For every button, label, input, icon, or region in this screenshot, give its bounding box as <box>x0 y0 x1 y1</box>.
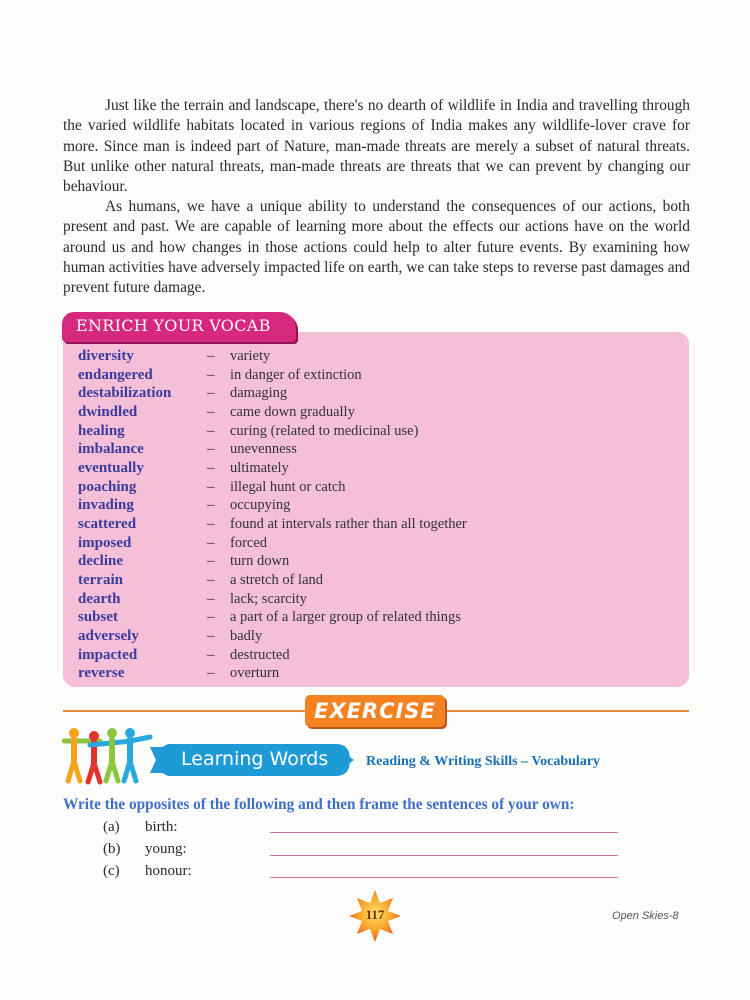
question-word: birth: <box>145 819 178 835</box>
book-title: Open Skies-8 <box>612 910 679 922</box>
vocab-dash: – <box>207 385 215 401</box>
question-label: (b) <box>103 841 121 857</box>
learning-words-label: Learning Words <box>181 748 329 770</box>
vocab-meaning: lack; scarcity <box>230 591 307 607</box>
vocab-dash: – <box>207 572 215 588</box>
vocab-word: decline <box>78 553 123 569</box>
vocab-meaning: occupying <box>230 497 291 513</box>
vocab-meaning: came down gradually <box>230 404 355 420</box>
vocab-dash: – <box>207 497 215 513</box>
vocab-dash: – <box>207 367 215 383</box>
vocab-word: destabilization <box>78 385 172 401</box>
exercise-instruction: Write the opposites of the following and then frame the sentences of your own: <box>63 796 575 813</box>
skills-subtitle: Reading & Writing Skills – Vocabulary <box>366 754 601 769</box>
vocab-dash: – <box>207 441 215 457</box>
vocab-word: dwindled <box>78 404 138 420</box>
vocab-word: invading <box>78 497 134 513</box>
exercise-badge <box>305 695 445 727</box>
vocab-meaning: a stretch of land <box>230 572 324 588</box>
vocab-meaning: a part of a larger group of related things <box>230 609 461 625</box>
vocab-meaning: found at intervals rather than all together <box>230 516 467 532</box>
vocab-meaning: in danger of extinction <box>230 367 362 383</box>
vocab-word: imbalance <box>78 441 144 457</box>
question-label: (a) <box>103 819 120 835</box>
exercise-title: EXERCISE <box>314 699 436 723</box>
question-label: (c) <box>103 863 120 879</box>
vocab-dash: – <box>207 479 215 495</box>
vocab-meaning: illegal hunt or catch <box>230 479 346 495</box>
body-paragraph-1: Just like the terrain and landscape, there's no dearth of wildlife in India and travelling through the varied wildlife habitats located in various regions of India makes any wildlife-lover crave for more. Since man is indeed part of Nature, man-made threats are merely a subset of natural threats. But unlike other natural threats, man-made threats are threats that we can prevent by changing our behaviour. <box>63 97 690 196</box>
vocab-meaning: curing (related to medicinal use) <box>230 423 419 439</box>
vocab-word: reverse <box>78 665 125 681</box>
vocab-word: eventually <box>78 460 144 476</box>
vocab-word: dearth <box>78 591 121 607</box>
vocab-meaning: ultimately <box>230 460 289 476</box>
vocab-meaning: variety <box>230 348 271 364</box>
vocab-dash: – <box>207 553 215 569</box>
vocab-word: impacted <box>78 647 138 663</box>
answer-line[interactable] <box>270 877 618 878</box>
vocab-dash: – <box>207 516 215 532</box>
vocab-meaning: overturn <box>230 665 280 681</box>
question-word: honour: <box>145 863 192 879</box>
vocab-meaning: destructed <box>230 647 290 663</box>
vocab-dash: – <box>207 348 215 364</box>
vocab-dash: – <box>207 460 215 476</box>
vocab-dash: – <box>207 535 215 551</box>
body-paragraph-2: As humans, we have a unique ability to understand the consequences of our actions, both present and past. We are capable of learning more about the effects our actions have on the world around us and how changes in those actions could help to alter future events. By examining how human activities have adversely impacted life on earth, we can take steps to reverse past damages and prevent future damage. <box>63 198 690 297</box>
vocab-heading-tab <box>62 312 296 342</box>
vocab-dash: – <box>207 423 215 439</box>
vocab-word: endangered <box>78 367 153 383</box>
vocab-word: healing <box>78 423 125 439</box>
answer-line[interactable] <box>270 855 618 856</box>
children-figures-icon <box>62 727 154 785</box>
vocab-dash: – <box>207 591 215 607</box>
answer-line[interactable] <box>270 832 618 833</box>
vocab-dash: – <box>207 404 215 420</box>
question-word: young: <box>145 841 187 857</box>
vocab-dash: – <box>207 628 215 644</box>
vocab-word: poaching <box>78 479 137 495</box>
vocab-word: diversity <box>78 348 134 364</box>
vocab-word: terrain <box>78 572 123 588</box>
vocab-word: adversely <box>78 628 139 644</box>
vocab-dash: – <box>207 665 215 681</box>
page-number: 117 <box>365 907 385 922</box>
vocab-meaning: badly <box>230 628 263 644</box>
vocab-meaning: forced <box>230 535 268 551</box>
vocab-meaning: unevenness <box>230 441 297 457</box>
vocab-word: subset <box>78 609 119 625</box>
vocab-word: scattered <box>78 516 137 532</box>
vocab-meaning: turn down <box>230 553 290 569</box>
vocab-dash: – <box>207 609 215 625</box>
vocab-dash: – <box>207 647 215 663</box>
vocab-heading: ENRICH YOUR VOCAB <box>76 316 271 335</box>
vocab-word: imposed <box>78 535 132 551</box>
vocab-meaning: damaging <box>230 385 288 401</box>
